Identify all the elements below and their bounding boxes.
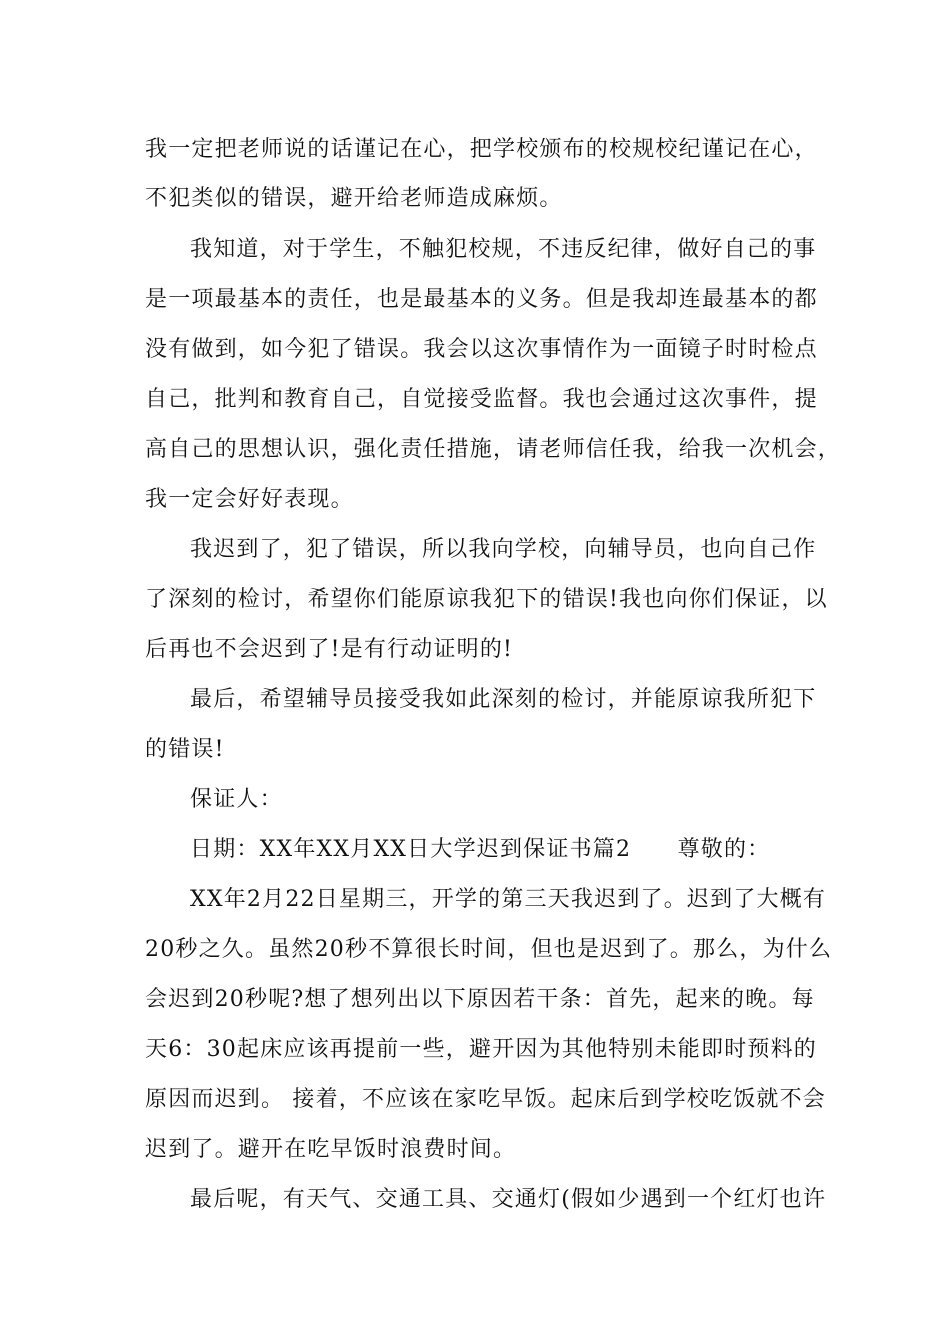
text-line: 原因而迟到。 接着，不应该在家吃早饭。起床后到学校吃饭就不会	[145, 1087, 826, 1112]
paragraph-start-line: 最后呢，有天气、交通工具、交通灯(假如少遇到一个红灯也许	[190, 1187, 827, 1212]
text-line: 不犯类似的错误，避开给老师造成麻烦。	[145, 186, 563, 211]
guarantor-line: 保证人：	[190, 787, 283, 812]
date-line: 日期：XX年XX月XX日大学迟到保证书篇2 尊敬的：	[190, 837, 771, 862]
text-line: 是一项最基本的责任，也是最基本的义务。但是我却连最基本的都	[145, 287, 818, 312]
text-line: 高自己的思想认识，强化责任措施，请老师信任我，给我一次机会，	[145, 437, 842, 462]
paragraph-start-line: 我迟到了，犯了错误，所以我向学校，向辅导员，也向自己作	[190, 537, 817, 562]
text-line: 我一定把老师说的话谨记在心，把学校颁布的校规校纪谨记在心，	[145, 137, 818, 162]
text-line: 的错误!	[145, 737, 225, 762]
text-line: 我一定会好好表现。	[145, 487, 354, 512]
paragraph-start-line: 我知道，对于学生，不触犯校规，不违反纪律，做好自己的事	[190, 237, 817, 262]
paragraph-start-line: XX年2月22日星期三，开学的第三天我迟到了。迟到了大概有	[190, 887, 827, 912]
paragraph-start-line: 最后，希望辅导员接受我如此深刻的检讨，并能原谅我所犯下	[190, 687, 817, 712]
text-line: 没有做到，如今犯了错误。我会以这次事情作为一面镜子时时检点	[145, 337, 818, 362]
text-line: 了深刻的检讨，希望你们能原谅我犯下的错误!我也向你们保证，以	[145, 587, 828, 612]
text-line: 会迟到20秒呢?想了想列出以下原因若干条：首先，起来的晚。每	[145, 987, 815, 1012]
text-line: 自己，批判和教育自己，自觉接受监督。我也会通过这次事件，提	[145, 387, 818, 412]
text-line: 天6：30起床应该再提前一些，避开因为其他特别未能即时预料的	[145, 1037, 817, 1062]
text-line: 后再也不会迟到了!是有行动证明的!	[145, 637, 514, 662]
text-line: 迟到了。避开在吃早饭时浪费时间。	[145, 1137, 517, 1162]
text-line: 20秒之久。虽然20秒不算很长时间，但也是迟到了。那么，为什么	[145, 937, 833, 962]
